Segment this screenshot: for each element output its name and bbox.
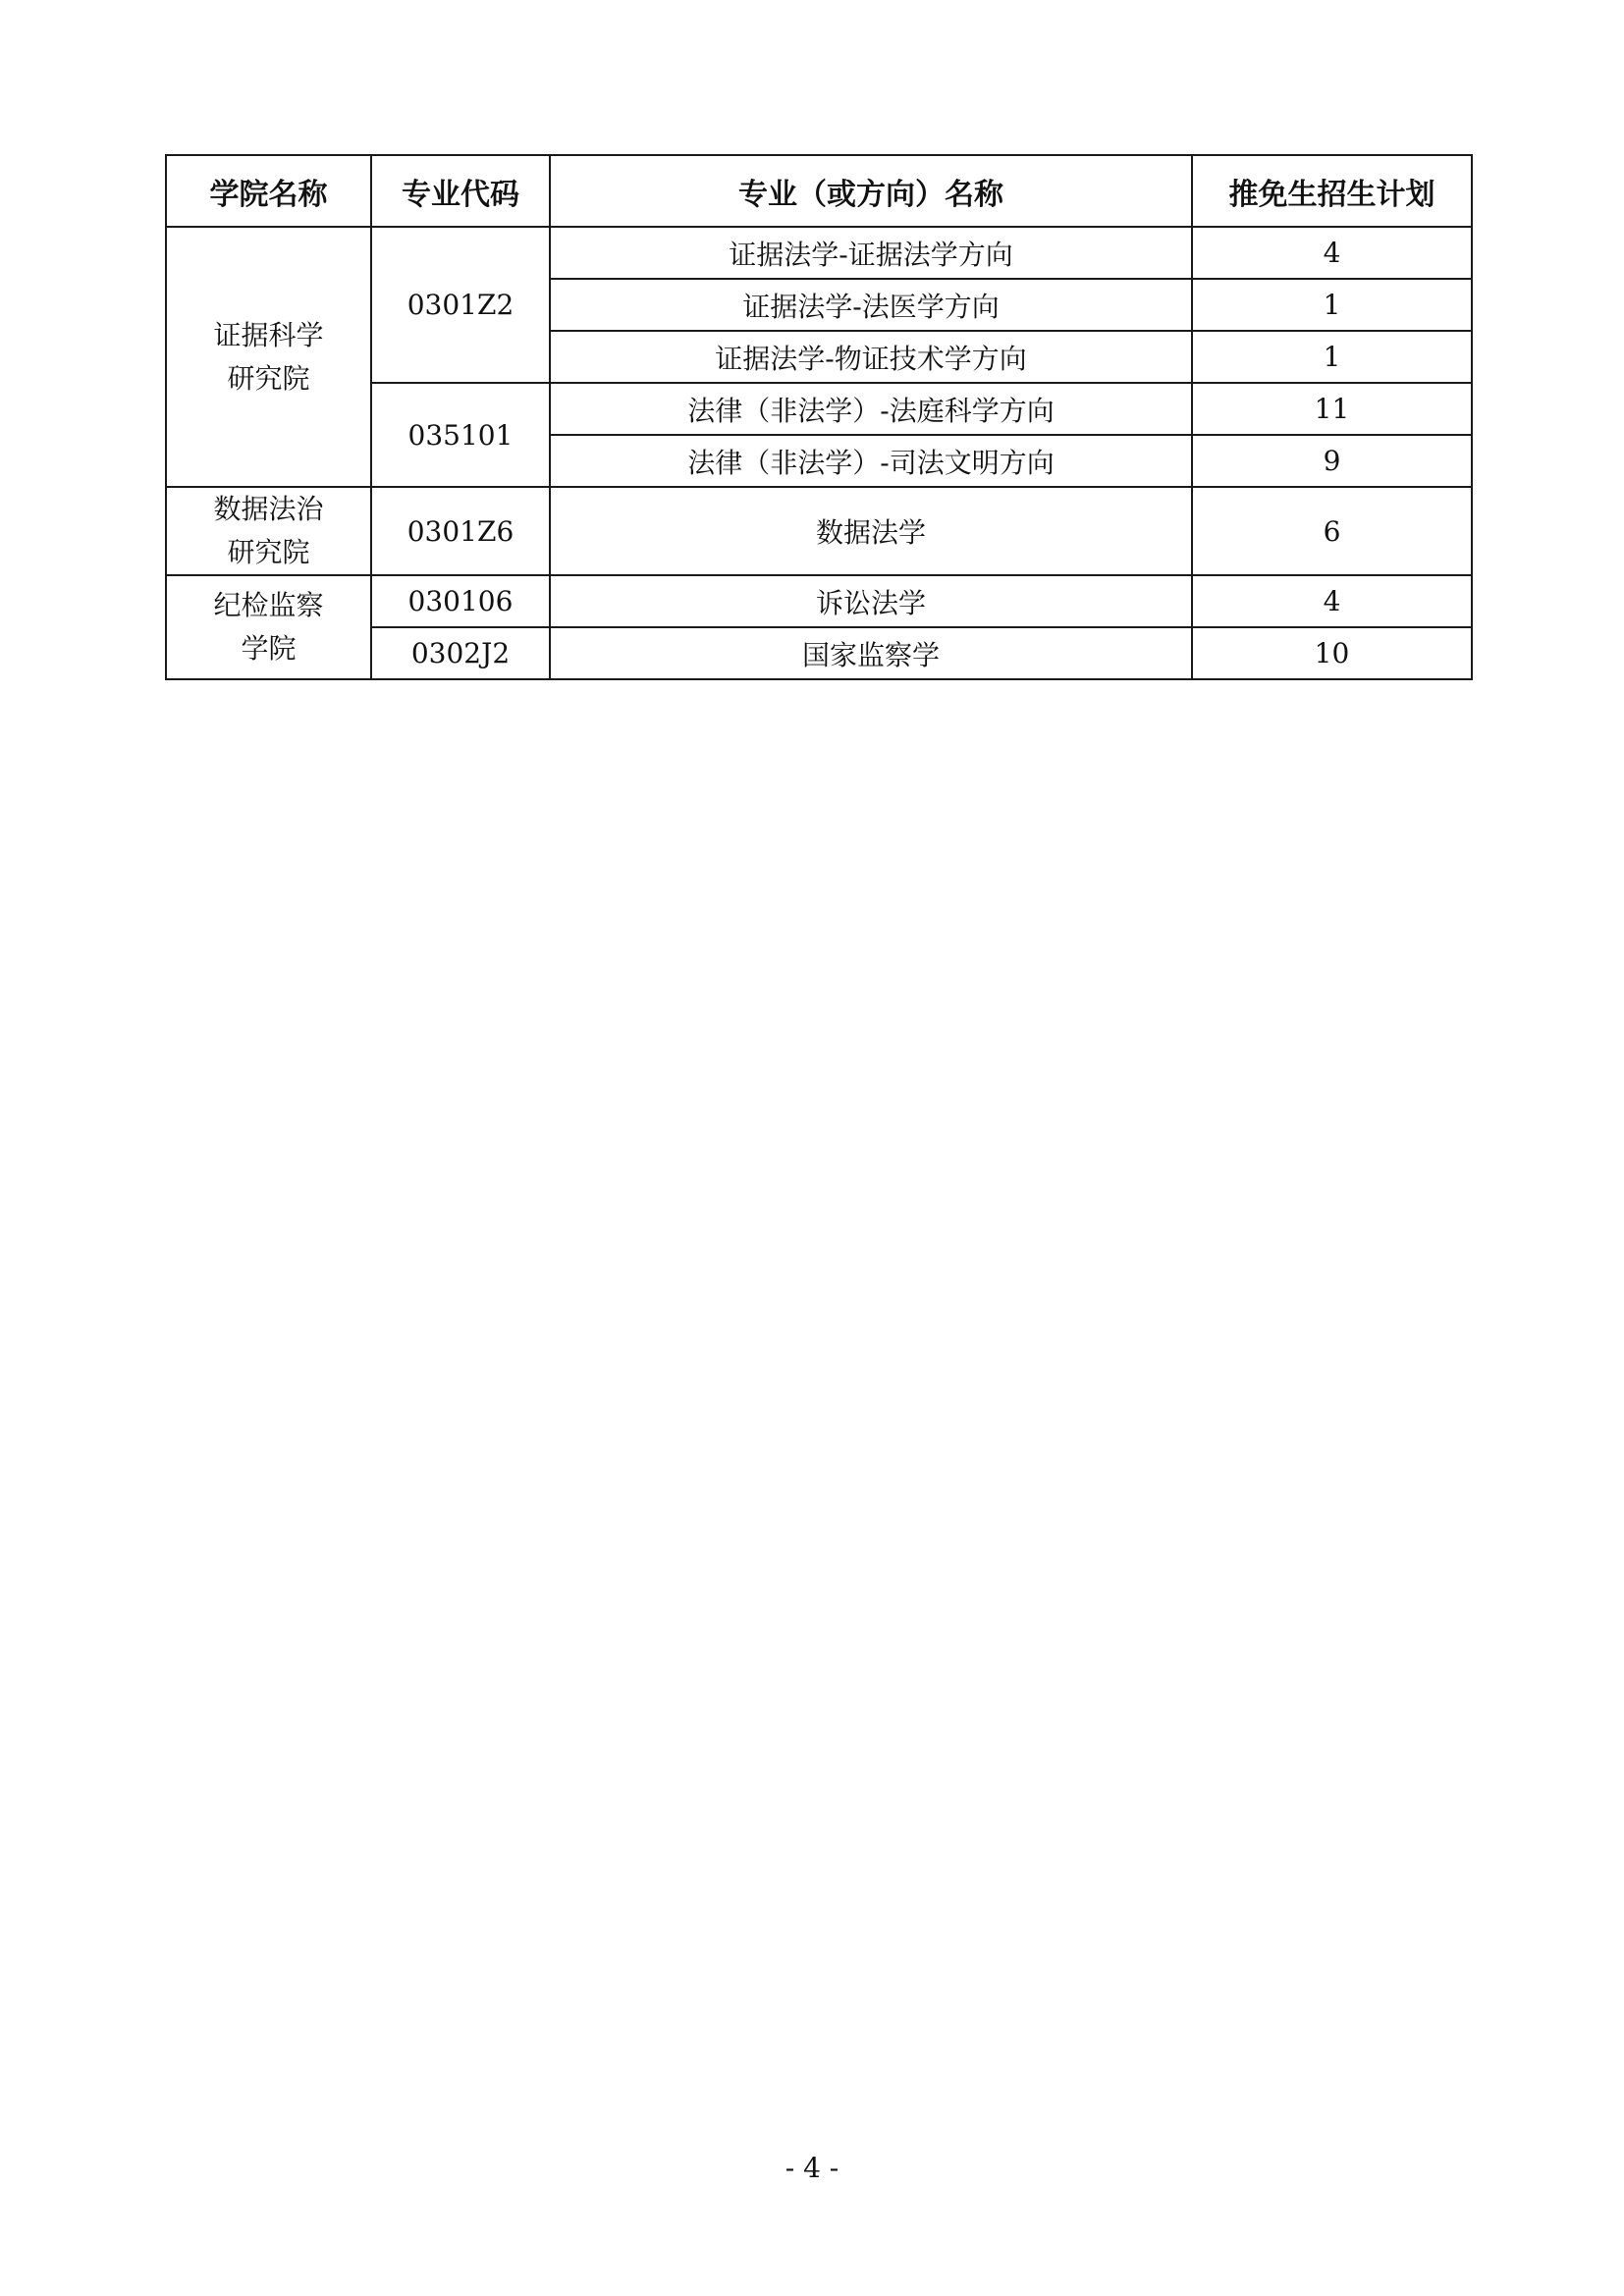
table-header-row (166, 155, 1472, 227)
plan-count-cell: 11 (1192, 383, 1472, 435)
college-name-line: 纪检监察 (213, 589, 324, 621)
college-cell (166, 575, 371, 679)
page-number: - 4 - (785, 2152, 839, 2184)
major-name-cell: 证据法学-物证技术学方向 (550, 331, 1192, 383)
table-row (166, 575, 1472, 627)
enrollment-plan-table (165, 154, 1473, 680)
major-code-cell: 0301Z6 (371, 487, 550, 575)
plan-count-cell: 1 (1192, 279, 1472, 331)
table-row (166, 227, 1472, 279)
major-name-cell: 数据法学 (550, 487, 1192, 575)
table-row (166, 487, 1472, 575)
header-enrollment-plan: 推免生招生计划 (1192, 155, 1472, 227)
college-name-line: 学院 (241, 632, 297, 665)
major-name-cell: 法律（非法学）-司法文明方向 (550, 435, 1192, 487)
major-code-cell: 030106 (371, 575, 550, 627)
major-name-cell: 证据法学-法医学方向 (550, 279, 1192, 331)
college-cell (166, 227, 371, 487)
college-name-line: 数据法治 (213, 493, 324, 525)
plan-count-cell: 10 (1192, 627, 1472, 679)
plan-count-cell: 1 (1192, 331, 1472, 383)
major-code-cell: 035101 (371, 383, 550, 487)
header-major-code: 专业代码 (371, 155, 550, 227)
plan-count-cell: 4 (1192, 227, 1472, 279)
plan-count-cell: 6 (1192, 487, 1472, 575)
plan-count-cell: 4 (1192, 575, 1472, 627)
college-cell (166, 487, 371, 575)
college-name-line: 研究院 (227, 536, 310, 568)
header-college: 学院名称 (166, 155, 371, 227)
major-code-cell: 0302J2 (371, 627, 550, 679)
college-name-line: 研究院 (227, 361, 310, 395)
header-major-name: 专业（或方向）名称 (550, 155, 1192, 227)
major-name-cell: 法律（非法学）-法庭科学方向 (550, 383, 1192, 435)
major-code-cell: 0301Z2 (371, 227, 550, 383)
college-name-line: 证据科学 (213, 318, 324, 351)
major-name-cell: 国家监察学 (550, 627, 1192, 679)
major-name-cell: 诉讼法学 (550, 575, 1192, 627)
plan-count-cell: 9 (1192, 435, 1472, 487)
major-name-cell: 证据法学-证据法学方向 (550, 227, 1192, 279)
